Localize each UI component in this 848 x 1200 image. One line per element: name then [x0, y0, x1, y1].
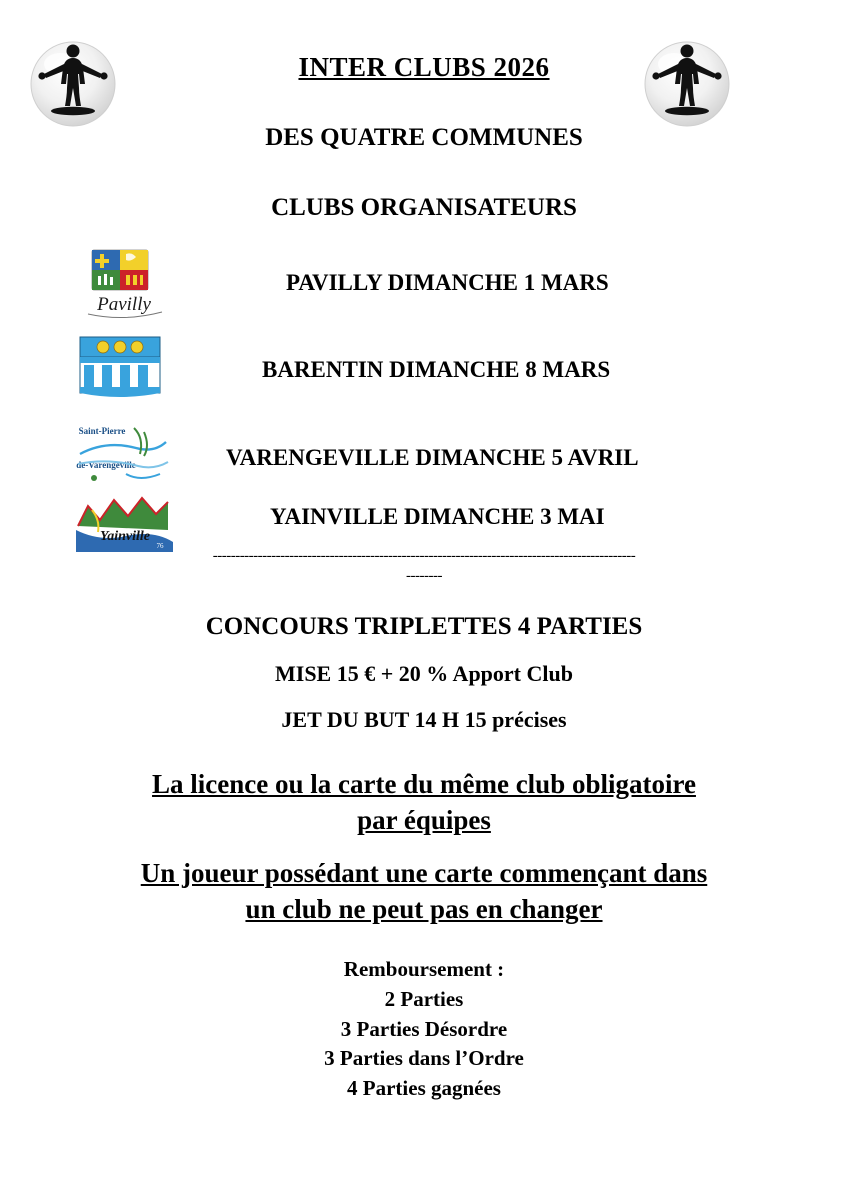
rule-club-change-line-1: Un joueur possédant une carte commençant dans	[140, 858, 708, 888]
page-title: INTER CLUBS 2026	[298, 52, 550, 82]
rule-club-change-line-2: un club ne peut pas en changer	[245, 894, 603, 925]
page-subtitle: DES QUATRE COMMUNES	[265, 124, 583, 151]
svg-text:Yainville: Yainville	[99, 529, 151, 544]
section-heading-organisers: CLUBS ORGANISATEURS	[271, 194, 577, 221]
event-line-yainville: YAINVILLE DIMANCHE 3 MAI	[270, 504, 605, 529]
rule-licence	[60, 766, 788, 839]
svg-text:Pavilly: Pavilly	[97, 294, 151, 315]
start-time: JET DU BUT 14 H 15 précises	[281, 707, 567, 732]
svg-text:de-Varengeville: de-Varengeville	[76, 460, 136, 470]
refund-item: 3 Parties dans l’Ordre	[324, 1046, 524, 1071]
refund-item: 3 Parties Désordre	[340, 1016, 508, 1041]
rule-licence-line-2: par équipes	[357, 805, 491, 836]
competition-format: CONCOURS TRIPLETTES 4 PARTIES	[205, 613, 643, 640]
event-line-barentin: BARENTIN DIMANCHE 8 MARS	[262, 357, 611, 382]
refund-title: Remboursement :	[343, 957, 505, 981]
barentin-crest-icon	[70, 335, 170, 401]
event-line-varengeville: VARENGEVILLE DIMANCHE 5 AVRIL	[226, 445, 639, 470]
svg-text:76: 76	[156, 542, 164, 550]
rule-club-change	[60, 855, 788, 928]
refund-item: 4 Parties gagnées	[347, 1076, 501, 1101]
refund-section	[0, 955, 848, 1104]
varengeville-crest-icon	[72, 420, 172, 490]
event-line-pavilly: PAVILLY DIMANCHE 1 MARS	[286, 270, 609, 295]
rule-licence-line-1: La licence ou la carte du même club obligatoire	[152, 769, 696, 799]
divider-line-2: --------	[406, 568, 442, 584]
divider-line-1: ----------------------------------------------------------------------------------------------	[212, 548, 636, 564]
refund-item: 2 Parties	[384, 986, 464, 1011]
svg-text:Saint-Pierre: Saint-Pierre	[78, 426, 126, 436]
entry-fee: MISE 15 € + 20 % Apport Club	[275, 661, 573, 686]
pavilly-crest-icon	[70, 248, 178, 326]
